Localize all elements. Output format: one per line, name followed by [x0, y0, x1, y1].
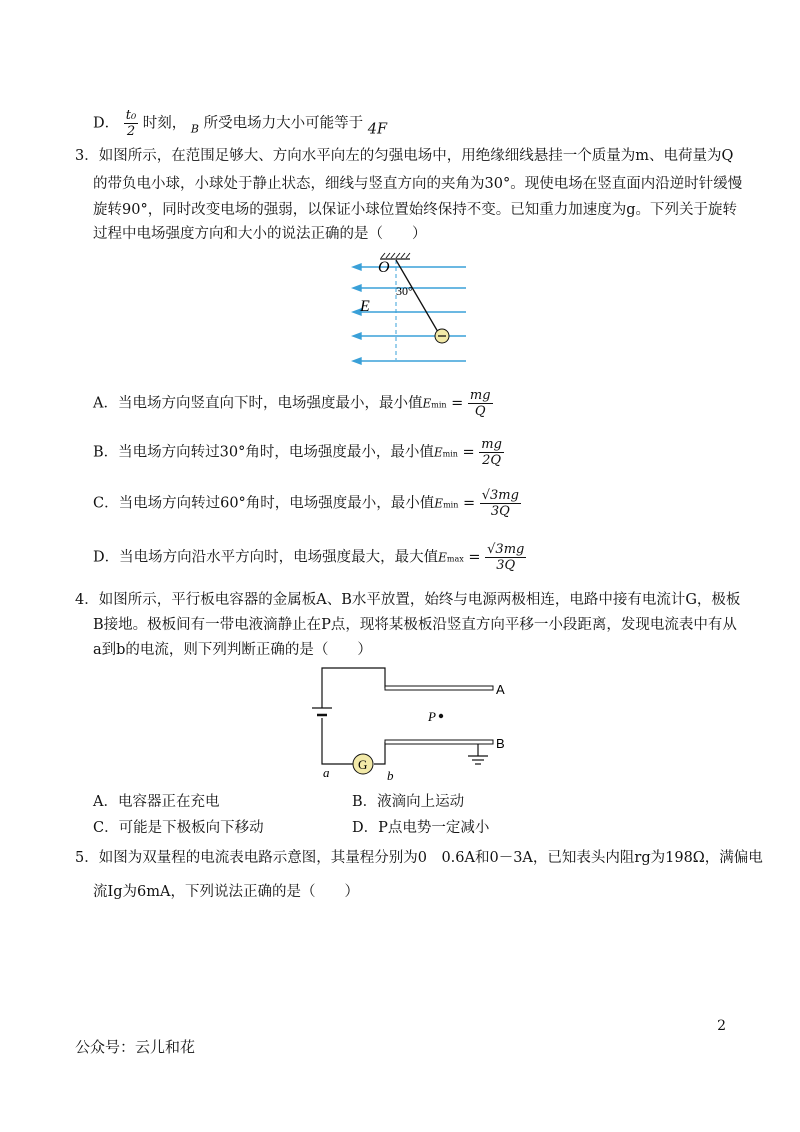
q3-option-b — [93, 437, 504, 468]
q4-line-2: B接地。极板间有一带电液滴静止在P点，现将某极板沿竖直方向平移一小段距离，发现电流表中有从 — [93, 617, 737, 633]
q4-line-1: 4．如图所示，平行板电容器的金属板A、B水平放置，始终与电源两极相连，电路中接有电流计G，极板 — [75, 592, 741, 608]
e-subscript: min — [443, 500, 459, 510]
fraction: $\frac{mg}{Q}$ — [469, 388, 491, 419]
option-label: D． — [93, 115, 120, 132]
q4-option-c: C．可能是下极板向下移动 — [93, 820, 264, 836]
label-g: G — [358, 757, 368, 772]
equals: = — [462, 444, 475, 461]
q3-figure — [350, 250, 470, 370]
equals: = — [468, 549, 481, 566]
text-2: 所受电场力大小可能等于 — [203, 115, 364, 132]
label-e: E — [360, 298, 370, 315]
footer-text: 公众号：云儿和花 — [75, 1038, 196, 1056]
q3-line-1: 3．如图所示，在范围足够大、方向水平向左的匀强电场中，用绝缘细线悬挂一个质量为m、电荷量为Q — [75, 148, 734, 164]
q3-line-3: 旋转90°，同时改变电场的强弱，以保证小球位置始终保持不变。已知重力加速度为g。下列关于旋转 — [93, 202, 737, 218]
option-text: C．当电场方向转过60°角时，电场强度最小，最小值 — [93, 495, 435, 512]
equals: = — [451, 395, 464, 412]
fraction: $\frac{√3mg}{3Q}$ — [487, 542, 525, 573]
q4-option-a: A．电容器正在充电 — [93, 794, 220, 810]
text-1: 时刻， — [142, 115, 187, 132]
ground-symbol — [468, 756, 488, 764]
fraction: $\frac{\text{t₀}}{2}$ — [125, 108, 137, 139]
label-o: O — [378, 259, 390, 276]
label-b-node: b — [387, 768, 394, 783]
prev-option-d — [93, 108, 387, 140]
e-symbol: E — [438, 550, 447, 565]
point-p — [439, 714, 443, 718]
e-subscript: min — [442, 449, 458, 459]
q4-option-b: B．液滴向上运动 — [352, 794, 465, 810]
e-subscript: max — [446, 554, 464, 564]
label-b-plate: B — [496, 736, 505, 751]
value: 4F — [367, 121, 388, 138]
label-angle: 30° — [396, 284, 413, 298]
e-symbol: E — [434, 496, 444, 511]
e-symbol: E — [433, 445, 443, 460]
equals: = — [462, 495, 476, 512]
label-a-node: a — [323, 765, 330, 780]
option-text: B．当电场方向转过30°角时，电场强度最小，最小值 — [93, 444, 434, 461]
q5-line-1: 5．如图为双量程的电流表电路示意图，其量程分别为0 0.6A和0－3A，已知表头内阻rg为198Ω，满偏电 — [75, 850, 763, 866]
page-number: 2 — [717, 1018, 726, 1034]
plate-b — [385, 740, 493, 744]
q5-line-2: 流Ig为6mA，下列说法正确的是（ ） — [93, 884, 359, 900]
e-symbol: E — [422, 396, 432, 411]
q4-figure — [310, 660, 520, 785]
q4-option-d: D．P点电势一定减小 — [352, 820, 490, 836]
symbol-b: B — [190, 122, 199, 136]
option-text: D．当电场方向沿水平方向时，电场强度最大，最大值 — [93, 549, 439, 566]
q3-option-d — [93, 542, 526, 573]
label-a-plate: A — [496, 682, 505, 697]
plate-a — [385, 686, 493, 690]
q3-line-4: 过程中电场强度方向和大小的说法正确的是（ ） — [93, 226, 427, 242]
e-subscript: min — [431, 400, 447, 410]
fraction: $\frac{mg}{2Q}$ — [481, 437, 502, 468]
q3-line-2: 的带负电小球，小球处于静止状态，细线与竖直方向的夹角为30°。现使电场在竖直面内沿逆时针缓慢 — [93, 176, 743, 192]
q3-option-c — [93, 488, 521, 519]
q4-line-3: a到b的电流，则下列判断正确的是（ ） — [93, 642, 372, 658]
option-text: A．当电场方向竖直向下时，电场强度最小，最小值 — [93, 395, 423, 412]
fraction: $\frac{√3mg}{3Q}$ — [481, 488, 519, 519]
q3-option-a — [93, 388, 493, 419]
label-p: P — [428, 709, 436, 724]
